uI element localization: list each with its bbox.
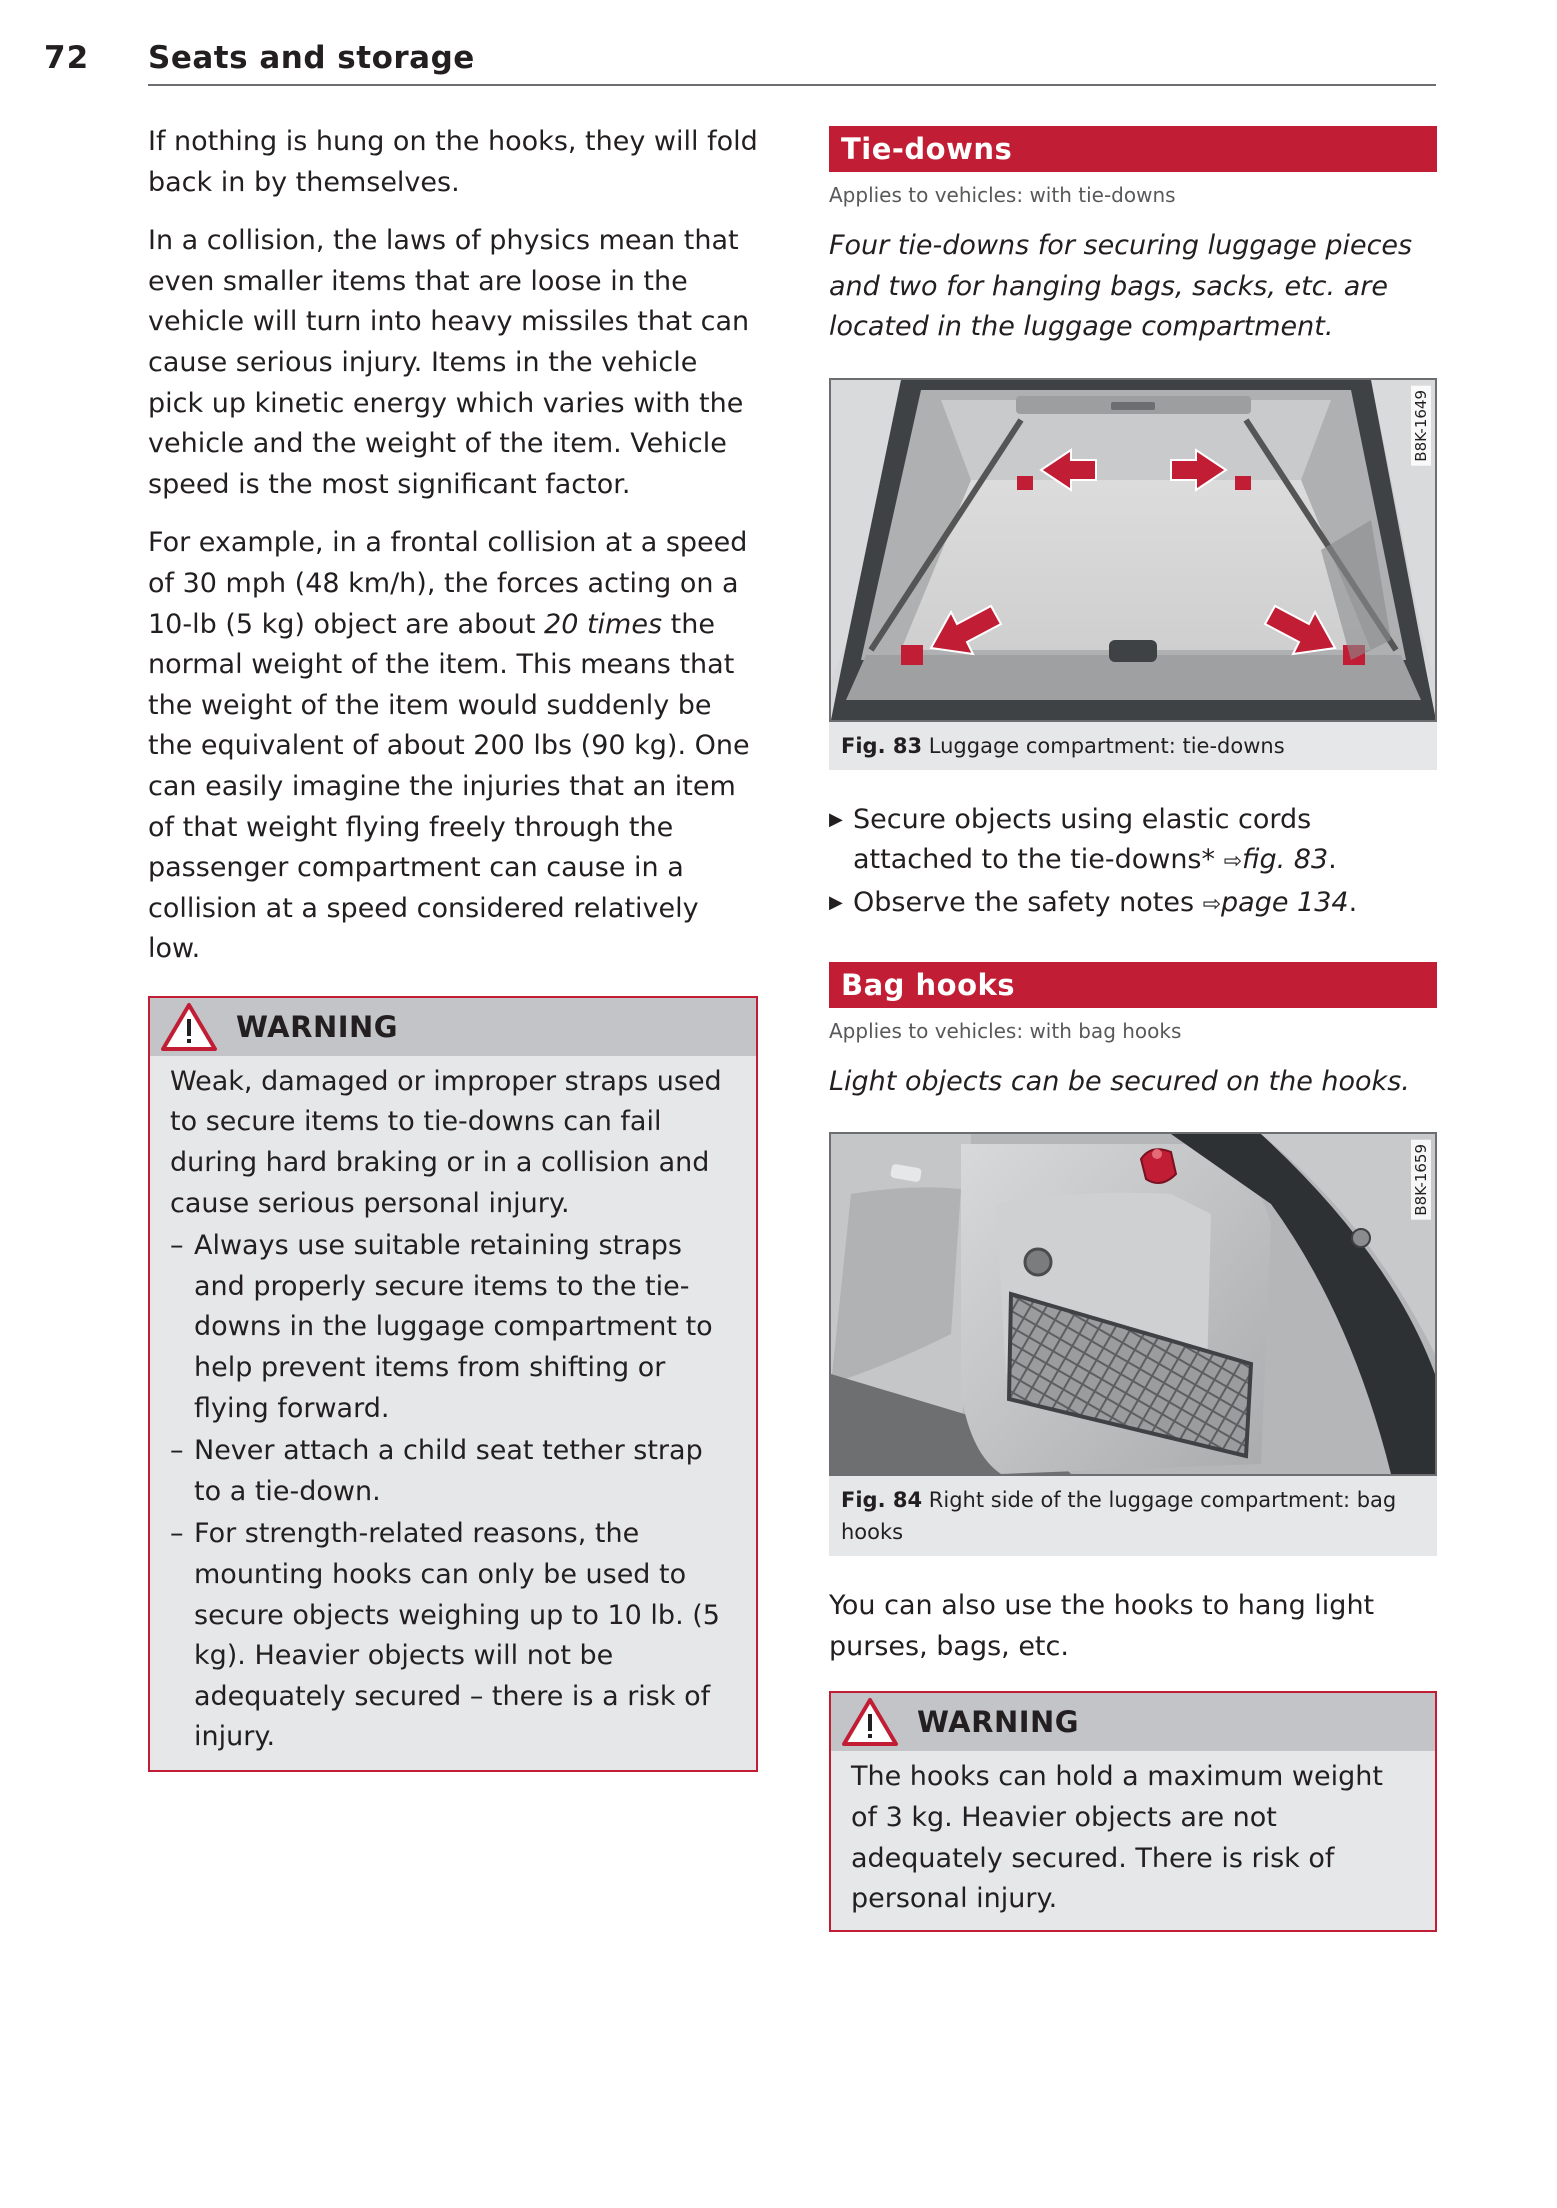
example-text-b: the normal weight of the item. This means that the weight of the item would suddenly be the equivalent of about 200 lbs (90 kg). One can easily imagine the injuries that an item of that weight flying freely through the passenger compartment can cause in a collision at a speed considered relatively low.: [148, 608, 750, 965]
page-reference-link[interactable]: page 134: [1221, 886, 1349, 918]
sentence-period: .: [1328, 844, 1337, 876]
warning-body: [150, 1056, 756, 1770]
example-emphasis: 20 times: [544, 608, 663, 640]
warning-title: WARNING: [236, 1009, 399, 1044]
warning-body: [831, 1751, 1435, 1929]
figure-caption-text: Luggage compartment: tie-downs: [928, 733, 1285, 758]
warning-header: [150, 998, 756, 1056]
warning-list-item: [170, 1226, 736, 1429]
section-heading-tie-downs: Tie-downs: [829, 126, 1437, 172]
warning-box-tiedowns: [148, 996, 758, 1772]
warning-list-item: [170, 1431, 736, 1512]
figure-reference-link[interactable]: fig. 83: [1242, 844, 1329, 876]
reference-arrow-icon: ⇨: [1223, 849, 1243, 875]
figure-caption-text: Right side of the luggage compartment: bag hooks: [841, 1488, 1397, 1545]
warning-list-item: [170, 1514, 736, 1758]
warning-item-text: For strength-related reasons, the mounting hooks can only be used to secure objects weighing up to 10 lb. (5 kg). Heavier objects will not be adequately secured – there is a risk of injury.: [194, 1518, 720, 1753]
bag-hooks-illustration: [831, 1134, 1435, 1474]
bullet-triangle-icon: ▶: [829, 891, 843, 913]
applies-to-bag-hooks: Applies to vehicles: with bag hooks: [829, 1018, 1182, 1043]
intro-tie-downs: Four tie-downs for securing luggage pieces and two for hanging bags, sacks, etc. are located in the luggage compartment.: [829, 230, 1413, 343]
instruction-text: Secure objects using elastic cords attached to the tie-downs*: [853, 803, 1312, 876]
paragraph-example: [148, 523, 758, 970]
warning-text: The hooks can hold a maximum weight of 3 kg. Heavier objects are not adequately secured. There is risk of personal injury.: [851, 1761, 1383, 1915]
figure-label: Fig. 84: [841, 1488, 923, 1513]
section-heading-bag-hooks: Bag hooks: [829, 962, 1437, 1008]
warning-item-text: Never attach a child seat tether strap to a tie-down.: [194, 1435, 703, 1507]
figure-label: Fig. 83: [841, 733, 923, 758]
instruction-text: Observe the safety notes: [853, 886, 1203, 918]
figure-83-caption: [829, 722, 1437, 770]
warning-list: [170, 1226, 736, 1758]
warning-intro: Weak, damaged or improper straps used to secure items to tie-downs can fail during hard braking or in a collision and cause serious personal injury.: [170, 1065, 722, 1219]
warning-title: WARNING: [917, 1705, 1080, 1740]
tie-downs-instructions: [829, 800, 1437, 926]
paragraph-hooks-fold: If nothing is hung on the hooks, they will fold back in by themselves.: [148, 126, 758, 198]
paragraph-collision-physics: In a collision, the laws of physics mean that even smaller items that are loose in the vehicle will turn into heavy missiles that can cause serious injury. Items in the vehicle pick up kinetic energy which varies with the vehicle and the weight of the item. Vehicle speed is the most significant factor.: [148, 225, 750, 500]
luggage-compartment-illustration: [831, 380, 1435, 720]
sentence-period: .: [1348, 886, 1358, 918]
figure-code: B8K-1659: [1411, 1140, 1431, 1220]
figure-84-caption: [829, 1476, 1437, 1556]
figure-code: B8K-1649: [1411, 386, 1431, 466]
intro-bag-hooks: Light objects can be secured on the hooks.: [829, 1065, 1410, 1097]
example-text-a: For example, in a frontal collision at a speed of 30 mph (48 km/h), the forces acting on a 10-lb (5 kg) object are about: [148, 527, 748, 640]
right-column: [829, 126, 1437, 1932]
bullet-triangle-icon: ▶: [829, 808, 843, 830]
header-rule: [148, 84, 1436, 86]
applies-to-tie-downs: Applies to vehicles: with tie-downs: [829, 183, 1176, 207]
instruction-item: [829, 883, 1437, 926]
instruction-item: [829, 800, 1437, 883]
figure-84-bag-hooks: [829, 1132, 1437, 1476]
left-column: [148, 122, 758, 1772]
page-title: Seats and storage: [148, 40, 475, 76]
warning-triangle-icon: [160, 1002, 218, 1052]
warning-item-text: Always use suitable retaining straps and properly secure items to the tie-downs in the luggage compartment to help prevent items from shifting or flying forward.: [194, 1230, 713, 1424]
dash-marker: –: [170, 1518, 184, 1550]
page-number: 72: [44, 40, 90, 76]
dash-marker: –: [170, 1230, 184, 1262]
warning-header: [831, 1693, 1435, 1751]
dash-marker: –: [170, 1435, 184, 1467]
paragraph-bag-hooks-use: You can also use the hooks to hang light purses, bags, etc.: [829, 1590, 1375, 1662]
warning-box-bag-hooks: [829, 1691, 1437, 1931]
reference-arrow-icon: ⇨: [1202, 891, 1222, 917]
warning-triangle-icon: [841, 1697, 899, 1747]
figure-83-luggage-compartment: [829, 378, 1437, 722]
